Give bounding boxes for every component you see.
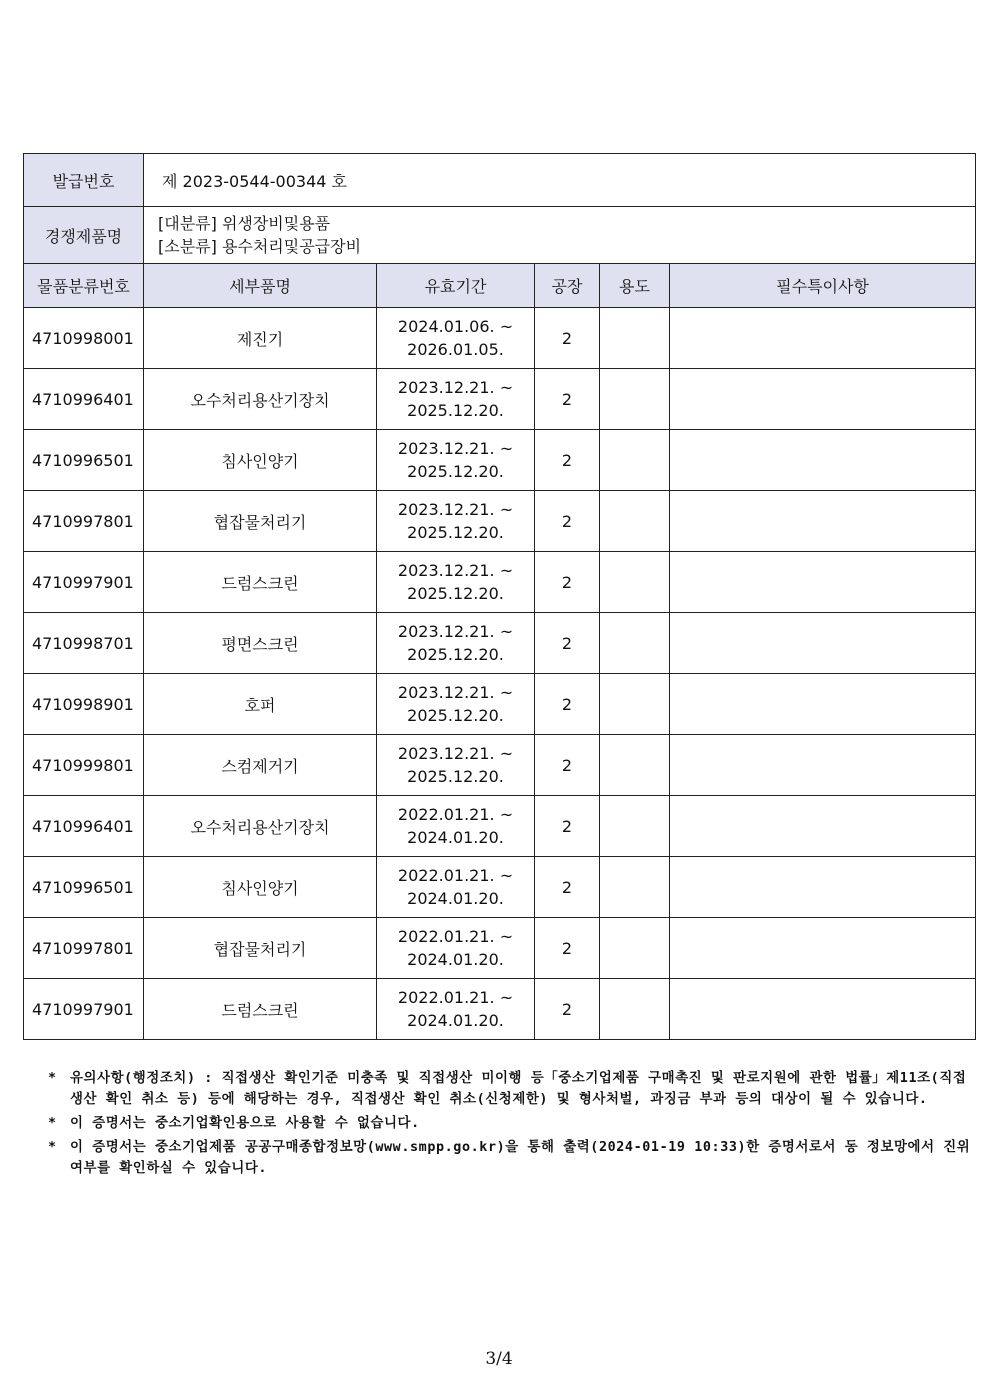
item-code: 4710998701 <box>24 613 144 674</box>
usage-cell <box>600 674 670 735</box>
item-name: 드럼스크린 <box>144 979 377 1040</box>
col-header-validity: 유효기간 <box>377 264 535 308</box>
validity-end: 2026.01.05. <box>407 340 504 359</box>
item-code: 4710999801 <box>24 735 144 796</box>
usage-cell <box>600 552 670 613</box>
validity-period <box>377 308 535 369</box>
factory-count: 2 <box>535 918 600 979</box>
notes-cell <box>670 857 976 918</box>
validity-end: 2025.12.20. <box>407 767 504 786</box>
usage-cell <box>600 796 670 857</box>
issue-number-value: 제 2023-0544-00344 호 <box>144 154 976 207</box>
item-code: 4710997801 <box>24 918 144 979</box>
validity-end: 2025.12.20. <box>407 706 504 725</box>
item-name: 오수처리용산기장치 <box>144 796 377 857</box>
validity-start: 2022.01.21. ~ <box>397 866 514 885</box>
item-name: 드럼스크린 <box>144 552 377 613</box>
note-text: 유의사항(행정조치) : 직접생산 확인기준 미충족 및 직접생산 미이행 등「중소기업제품 구매촉진 및 판로지원에 관한 법률」제11조(직접생산 확인 취소 등) 등에 해당하는 경우, 직접생산 확인 취소(신청제한) 및 형사처벌, 과징금 부과 등의 대상이 될 수 있습니다. <box>70 1071 967 1107</box>
col-header-factory: 공장 <box>535 264 600 308</box>
table-row <box>24 430 976 491</box>
major-category: [대분류] 위생장비및용품 <box>158 214 331 233</box>
table-row <box>24 735 976 796</box>
usage-cell <box>600 979 670 1040</box>
item-code: 4710996501 <box>24 430 144 491</box>
col-header-notes: 필수특이사항 <box>670 264 976 308</box>
factory-count: 2 <box>535 735 600 796</box>
note-bullet: * <box>48 1071 57 1086</box>
validity-end: 2025.12.20. <box>407 462 504 481</box>
item-code: 4710996401 <box>24 369 144 430</box>
item-name: 스컴제거기 <box>144 735 377 796</box>
validity-end: 2024.01.20. <box>407 950 504 969</box>
validity-start: 2023.12.21. ~ <box>397 439 514 458</box>
factory-count: 2 <box>535 796 600 857</box>
factory-count: 2 <box>535 613 600 674</box>
item-name: 제진기 <box>144 308 377 369</box>
note-bullet: * <box>48 1116 57 1131</box>
validity-period <box>377 613 535 674</box>
factory-count: 2 <box>535 491 600 552</box>
item-code: 4710998001 <box>24 308 144 369</box>
usage-cell <box>600 430 670 491</box>
validity-end: 2025.12.20. <box>407 584 504 603</box>
item-name: 협잡물처리기 <box>144 918 377 979</box>
table-row <box>24 796 976 857</box>
validity-period <box>377 796 535 857</box>
col-header-code: 물품분류번호 <box>24 264 144 308</box>
validity-end: 2025.12.20. <box>407 523 504 542</box>
notes-section <box>48 1068 978 1182</box>
validity-period <box>377 491 535 552</box>
note-bullet: * <box>48 1140 57 1155</box>
usage-cell <box>600 308 670 369</box>
factory-count: 2 <box>535 552 600 613</box>
table-row <box>24 857 976 918</box>
item-code: 4710997901 <box>24 552 144 613</box>
product-name-label: 경쟁제품명 <box>24 207 144 264</box>
notes-cell <box>670 796 976 857</box>
item-code: 4710997801 <box>24 491 144 552</box>
validity-end: 2024.01.20. <box>407 889 504 908</box>
validity-start: 2023.12.21. ~ <box>397 500 514 519</box>
item-code: 4710996401 <box>24 796 144 857</box>
validity-start: 2023.12.21. ~ <box>397 683 514 702</box>
note-text: 이 증명서는 중소기업제품 공공구매종합정보망(www.smpp.go.kr)을 통해 출력(2024-01-19 10:33)한 증명서로서 동 정보망에서 진위여부를 확인하실 수 있습니다. <box>70 1140 971 1176</box>
col-header-item-name: 세부품명 <box>144 264 377 308</box>
table-row <box>24 674 976 735</box>
table-row <box>24 979 976 1040</box>
certificate-table <box>23 153 976 1040</box>
table-row <box>24 308 976 369</box>
minor-category: [소분류] 용수처리및공급장비 <box>158 237 362 256</box>
column-header-row <box>24 264 976 308</box>
validity-end: 2024.01.20. <box>407 828 504 847</box>
factory-count: 2 <box>535 979 600 1040</box>
item-code: 4710996501 <box>24 857 144 918</box>
validity-start: 2022.01.21. ~ <box>397 805 514 824</box>
product-name-row <box>24 207 976 264</box>
notes-cell <box>670 552 976 613</box>
validity-start: 2023.12.21. ~ <box>397 744 514 763</box>
item-name: 오수처리용산기장치 <box>144 369 377 430</box>
validity-start: 2023.12.21. ~ <box>397 622 514 641</box>
item-code: 4710997901 <box>24 979 144 1040</box>
item-name: 침사인양기 <box>144 857 377 918</box>
validity-end: 2025.12.20. <box>407 401 504 420</box>
validity-period <box>377 430 535 491</box>
validity-period <box>377 735 535 796</box>
table-row <box>24 918 976 979</box>
issue-number-label: 발급번호 <box>24 154 144 207</box>
factory-count: 2 <box>535 857 600 918</box>
validity-start: 2023.12.21. ~ <box>397 378 514 397</box>
factory-count: 2 <box>535 369 600 430</box>
item-code: 4710998901 <box>24 674 144 735</box>
validity-period <box>377 979 535 1040</box>
validity-start: 2024.01.06. ~ <box>397 317 514 336</box>
page-number: 3/4 <box>485 1349 513 1369</box>
validity-end: 2025.12.20. <box>407 645 504 664</box>
table-row <box>24 369 976 430</box>
issue-number-row <box>24 154 976 207</box>
usage-cell <box>600 857 670 918</box>
usage-cell <box>600 918 670 979</box>
factory-count: 2 <box>535 674 600 735</box>
table-row <box>24 552 976 613</box>
validity-period <box>377 857 535 918</box>
table-row <box>24 491 976 552</box>
notes-cell <box>670 918 976 979</box>
validity-start: 2022.01.21. ~ <box>397 927 514 946</box>
col-header-usage: 용도 <box>600 264 670 308</box>
note-item <box>48 1113 978 1134</box>
validity-period <box>377 674 535 735</box>
product-categories <box>144 207 976 264</box>
validity-period <box>377 369 535 430</box>
item-name: 평면스크린 <box>144 613 377 674</box>
item-name: 협잡물처리기 <box>144 491 377 552</box>
usage-cell <box>600 369 670 430</box>
notes-cell <box>670 674 976 735</box>
usage-cell <box>600 491 670 552</box>
item-name: 침사인양기 <box>144 430 377 491</box>
factory-count: 2 <box>535 430 600 491</box>
validity-start: 2023.12.21. ~ <box>397 561 514 580</box>
usage-cell <box>600 735 670 796</box>
notes-cell <box>670 613 976 674</box>
note-item <box>48 1068 978 1110</box>
validity-period <box>377 552 535 613</box>
notes-cell <box>670 735 976 796</box>
usage-cell <box>600 613 670 674</box>
notes-cell <box>670 491 976 552</box>
notes-cell <box>670 308 976 369</box>
notes-cell <box>670 430 976 491</box>
table-row <box>24 613 976 674</box>
factory-count: 2 <box>535 308 600 369</box>
note-item <box>48 1137 978 1179</box>
notes-cell <box>670 979 976 1040</box>
validity-period <box>377 918 535 979</box>
note-text: 이 증명서는 중소기업확인용으로 사용할 수 없습니다. <box>70 1116 420 1131</box>
validity-end: 2024.01.20. <box>407 1011 504 1030</box>
validity-start: 2022.01.21. ~ <box>397 988 514 1007</box>
item-name: 호퍼 <box>144 674 377 735</box>
notes-cell <box>670 369 976 430</box>
